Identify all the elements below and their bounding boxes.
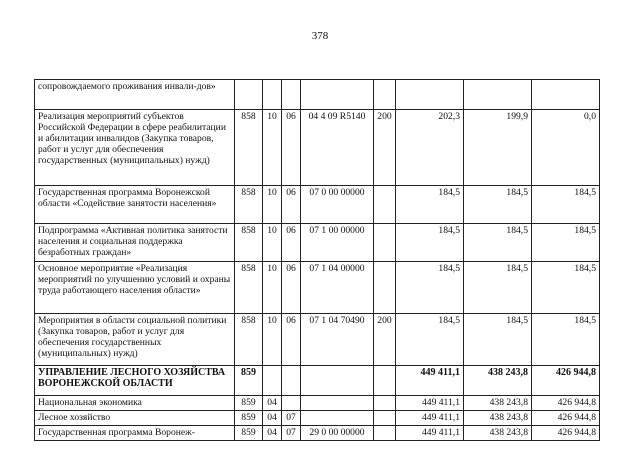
section-cell: 10 (263, 110, 282, 186)
page-number: 378 (311, 30, 329, 42)
subsection-cell: 07 (282, 426, 301, 441)
amount-year2-cell: 199,9 (464, 110, 532, 186)
row-name-cell: Реализация мероприятий субъектов Российской Федерации в сфере реабилитации и абилитации инвалидов (Закупка товаров, работ и услуг для обеспечения государственных (муниципальных) нужд) (35, 110, 235, 186)
section-cell: 10 (263, 262, 282, 314)
amount-year3-cell: 426 944,8 (532, 366, 600, 396)
amount-year2-cell: 438 243,8 (464, 426, 532, 441)
amount-year1-cell (396, 80, 464, 110)
subsection-cell: 06 (282, 224, 301, 262)
expense-type-cell (374, 262, 396, 314)
target-article-cell (301, 366, 374, 396)
subsection-cell (282, 366, 301, 396)
expense-type-cell (374, 411, 396, 426)
amount-year3-cell: 426 944,8 (532, 426, 600, 441)
row-name-cell: Основное мероприятие «Реализация мероприятий по улучшению условий и охраны труда работающего населения области» (35, 262, 235, 314)
ved-cell: 859 (235, 411, 263, 426)
expense-type-cell (374, 186, 396, 224)
subsection-cell: 06 (282, 314, 301, 366)
ved-cell: 859 (235, 366, 263, 396)
table-row (35, 396, 600, 411)
table-row (35, 411, 600, 426)
table-row (35, 224, 600, 262)
target-article-cell: 07 1 04 70490 (301, 314, 374, 366)
section-cell (263, 80, 282, 110)
amount-year1-cell: 449 411,1 (396, 426, 464, 441)
ved-cell: 858 (235, 262, 263, 314)
target-article-cell (301, 411, 374, 426)
amount-year2-cell: 184,5 (464, 314, 532, 366)
amount-year2-cell: 438 243,8 (464, 396, 532, 411)
amount-year1-cell: 184,5 (396, 186, 464, 224)
target-article-cell: 04 4 09 R5140 (301, 110, 374, 186)
target-article-cell (301, 80, 374, 110)
target-article-cell (301, 396, 374, 411)
section-cell: 04 (263, 396, 282, 411)
expense-type-cell (374, 224, 396, 262)
table-row (35, 186, 600, 224)
amount-year1-cell: 184,5 (396, 314, 464, 366)
ved-cell (235, 80, 263, 110)
ved-cell: 858 (235, 224, 263, 262)
ved-cell: 858 (235, 314, 263, 366)
section-cell: 10 (263, 224, 282, 262)
ved-cell: 858 (235, 186, 263, 224)
table-row (35, 366, 600, 396)
section-cell: 10 (263, 314, 282, 366)
amount-year2-cell: 184,5 (464, 262, 532, 314)
target-article-cell: 07 1 00 00000 (301, 224, 374, 262)
amount-year1-cell: 449 411,1 (396, 366, 464, 396)
amount-year3-cell: 0,0 (532, 110, 600, 186)
target-article-cell: 29 0 00 00000 (301, 426, 374, 441)
row-name-cell: Национальная экономика (35, 396, 235, 411)
ved-cell: 859 (235, 396, 263, 411)
amount-year3-cell: 426 944,8 (532, 411, 600, 426)
amount-year2-cell: 438 243,8 (464, 411, 532, 426)
table-row (35, 314, 600, 366)
target-article-cell: 07 0 00 00000 (301, 186, 374, 224)
expense-type-cell (374, 426, 396, 441)
ved-cell: 858 (235, 110, 263, 186)
row-name-cell: Подпрограмма «Активная политика занятости населения и социальная поддержка безработных граждан» (35, 224, 235, 262)
ved-cell: 859 (235, 426, 263, 441)
amount-year3-cell: 426 944,8 (532, 396, 600, 411)
amount-year2-cell: 184,5 (464, 224, 532, 262)
row-name-cell: Государственная программа Воронеж- (35, 426, 235, 441)
expense-type-cell (374, 366, 396, 396)
target-article-cell: 07 1 04 00000 (301, 262, 374, 314)
amount-year1-cell: 449 411,1 (396, 396, 464, 411)
amount-year2-cell: 184,5 (464, 186, 532, 224)
section-cell: 04 (263, 411, 282, 426)
subsection-cell: 07 (282, 411, 301, 426)
expense-type-cell (374, 80, 396, 110)
table-row (35, 80, 600, 110)
row-name-cell: Лесное хозяйство (35, 411, 235, 426)
expense-type-cell (374, 396, 396, 411)
amount-year2-cell (464, 80, 532, 110)
amount-year3-cell: 184,5 (532, 186, 600, 224)
subsection-cell (282, 80, 301, 110)
section-cell: 04 (263, 426, 282, 441)
amount-year3-cell: 184,5 (532, 224, 600, 262)
section-cell: 10 (263, 186, 282, 224)
amount-year3-cell (532, 80, 600, 110)
budget-table (34, 79, 600, 441)
expense-type-cell: 200 (374, 314, 396, 366)
amount-year3-cell: 184,5 (532, 262, 600, 314)
subsection-cell (282, 396, 301, 411)
amount-year3-cell: 184,5 (532, 314, 600, 366)
subsection-cell: 06 (282, 110, 301, 186)
expense-type-cell: 200 (374, 110, 396, 186)
table-row (35, 262, 600, 314)
subsection-cell: 06 (282, 262, 301, 314)
subsection-cell: 06 (282, 186, 301, 224)
amount-year2-cell: 438 243,8 (464, 366, 532, 396)
amount-year1-cell: 449 411,1 (396, 411, 464, 426)
table-row (35, 426, 600, 441)
table-row (35, 110, 600, 186)
amount-year1-cell: 184,5 (396, 224, 464, 262)
row-name-cell: Государственная программа Воронежской области «Содействие занятости населения» (35, 186, 235, 224)
section-cell (263, 366, 282, 396)
row-name-cell: сопровождаемого проживания инвали-дов» (35, 80, 235, 110)
row-name-cell: УПРАВЛЕНИЕ ЛЕСНОГО ХОЗЯЙСТВА ВОРОНЕЖСКОЙ ОБЛАСТИ (35, 366, 235, 396)
amount-year1-cell: 202,3 (396, 110, 464, 186)
amount-year1-cell: 184,5 (396, 262, 464, 314)
row-name-cell: Мероприятия в области социальной политики (Закупка товаров, работ и услуг для обеспечения государственных (муниципальных) нужд) (35, 314, 235, 366)
